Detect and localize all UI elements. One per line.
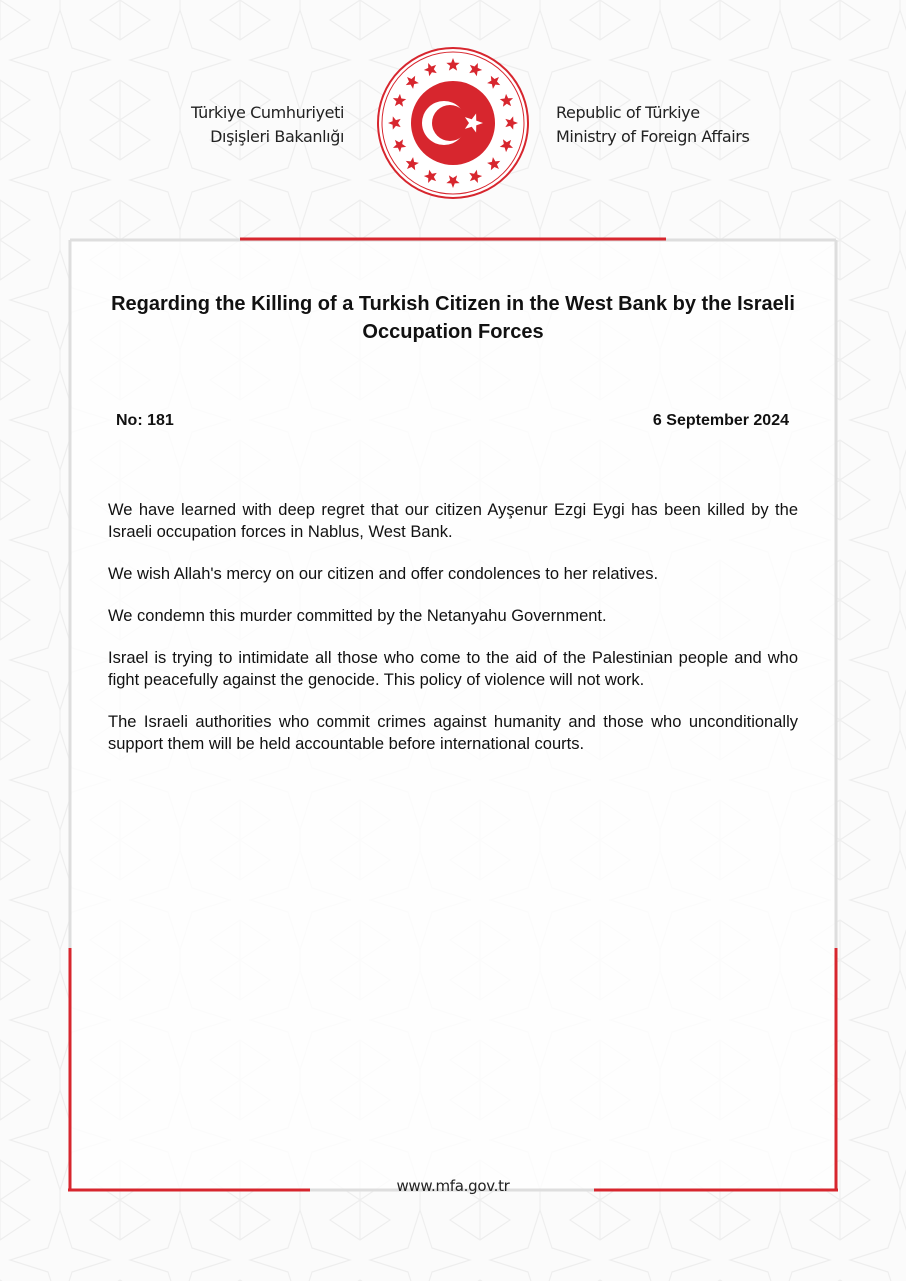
body-paragraph: We wish Allah's mercy on our citizen and offer condolences to her relatives. xyxy=(108,565,659,583)
header-left-line2: Dışişleri Bakanlığı xyxy=(210,127,344,146)
body-paragraph: Israel is trying to intimidate all those who come to the aid of the Palestinian people and who fight peacefully against the genocide. This policy of violence will not work. xyxy=(108,649,798,689)
header-turkish-name xyxy=(170,101,344,149)
body-paragraph: We have learned with deep regret that our citizen Ayşenur Ezgi Eygi has been killed by the Israeli occupation forces in Nablus, West Bank. xyxy=(108,501,798,541)
document-body xyxy=(108,499,798,775)
ministry-seal-icon xyxy=(376,46,530,200)
header-left-line1: Türkiye Cumhuriyeti xyxy=(190,103,344,122)
document-title: Regarding the Killing of a Turkish Citizen in the West Bank by the Israeli Occupation Forces xyxy=(111,293,795,343)
footer-website-link[interactable]: www.mfa.gov.tr xyxy=(396,1177,510,1195)
header-right-line2: Ministry of Foreign Affairs xyxy=(556,127,750,146)
body-paragraph: The Israeli authorities who commit crimes against humanity and those who unconditionally support them will be held accountable before international courts. xyxy=(108,713,798,753)
header-english-name xyxy=(556,101,756,149)
document-date: 6 September 2024 xyxy=(652,412,789,429)
body-paragraph: We condemn this murder committed by the Netanyahu Government. xyxy=(108,607,607,625)
document-number: No: 181 xyxy=(116,412,174,429)
header-right-line1: Republic of Türkiye xyxy=(556,103,700,122)
